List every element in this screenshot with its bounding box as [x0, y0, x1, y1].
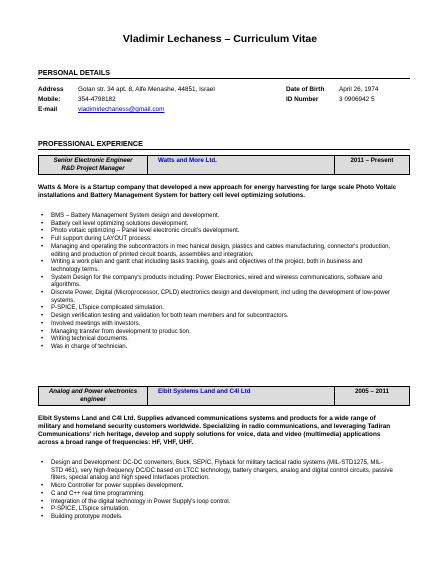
address-value: Golan str. 34 apt. 8, Alfe Menashe, 44851, Israel [78, 86, 215, 93]
list-item: • Integration of the digital technology in Power Supply's loop control. [38, 498, 393, 506]
section-divider [38, 78, 410, 79]
id-label: ID Number [286, 96, 319, 103]
list-item: • Building prototype models. [38, 513, 393, 521]
job-bullets [38, 459, 393, 521]
job-bullets [38, 212, 393, 351]
job-role-line1: Analog and Power electronics [48, 388, 138, 395]
job-role [39, 156, 148, 175]
list-item: • BMS – Battery Management System design and development. [38, 212, 393, 220]
job-role-line2: R&D Project Manager [61, 165, 125, 172]
list-item: • Writing technical documents. [38, 335, 393, 343]
list-item: • Micro Controller for power supplies development. [38, 482, 393, 490]
section-heading-personal: PERSONAL DETAILS [38, 68, 111, 77]
list-item: • Discrete Power, Digital (Microprocessor, CPLD) electronics design and development, incl uding the development of low-power systems. [38, 289, 393, 304]
list-item: • Full support during LAYOUT process. [38, 235, 393, 243]
list-item: • P-SPICE, LTspice simulation. [38, 505, 393, 513]
job-header-table [38, 155, 410, 175]
section-heading-experience: PROFESSIONAL EXPERIENCE [38, 139, 143, 148]
list-item: • Involved meetings with investors. [38, 320, 393, 328]
list-item: • System Design for the company's products including: Power Electronics, wired and wireless communications, software and algorithms. [38, 274, 393, 289]
list-item: • Battery cell level optimizing solutions development. [38, 220, 393, 228]
job-company: Elbit Systems Land and C4I Ltd [148, 387, 335, 406]
list-item: • C and C++ real time programming. [38, 490, 393, 498]
list-item: • Managing transfer from development to produc tion. [38, 328, 393, 336]
job-role [39, 387, 148, 406]
email-link[interactable]: vladimirlechaness@gmail.com [78, 106, 165, 113]
job-summary: Watts & More is a Startup company that developed a new approach for energy harvesting for large scale Photo Voltaic installations and Battery Management System for battery cell level optimizing solutions. [38, 184, 397, 199]
list-item: • P-SPICE, LTspice complicated simulation. [38, 304, 393, 312]
job-company: Watts and More Ltd. [148, 156, 335, 175]
address-label: Address [38, 86, 64, 93]
list-item: • Design and Development: DC-DC converters, Buck, SEPIC, Flyback for military tactical radio systems (MIL-STD1275, MIL-STD 461), very high-frequency DC/DC based on LTCC technology, battery chargers, analog and digital control circuits, passive filters, special analog and high speed interfaces protection. [38, 459, 393, 482]
id-value: 3 0906942 5 [339, 96, 375, 103]
job-summary: Elbit Systems Land and C4I Ltd. Supplies advanced communications systems and products for a wide range of military and homeland security customers worldwide. Specializing in radio communications, and leveraging Tadiran Communications' rich heritage, develop and supply solutions for voice, data and video (multimedia) applications across a broad range of frequencies: HF, VHF, UHF. [38, 415, 391, 446]
mobile-value: 354-4798182 [78, 96, 116, 103]
job-role-line1: Senior Electronic Engineer [53, 157, 133, 164]
job-dates: 2011 – Present [335, 156, 410, 175]
list-item: • Design verification testing and validation for both team members and for subcontractors. [38, 312, 393, 320]
section-divider [38, 149, 410, 150]
mobile-label: Mobile: [38, 96, 61, 103]
email-label: E-mail [38, 106, 58, 113]
list-item: • Was in charge of technician. [38, 343, 393, 351]
job-header-table [38, 386, 410, 406]
dob-label: Date of Birth [286, 86, 325, 93]
dob-value: April 26, 1974 [339, 86, 379, 93]
page-title: Vladimir Lechaness – Curriculum Vitae [122, 33, 318, 45]
list-item: • Photo voltaic optimizing – Panel level electronic circuit's development. [38, 227, 393, 235]
job-role-line2: engineer [80, 396, 106, 403]
list-item: • Managing and operating the subcontractors in mec hanical design, plastics and cables manufacturing, connector's production, editing and production of printed circuit boards, assemblies and integration. [38, 243, 393, 258]
list-item: • Writing a work plan and gantt chat including tasks tracking, goals and objectives of the project, both in business and technology terms. [38, 258, 393, 273]
job-dates: 2005 – 2011 [335, 387, 410, 406]
